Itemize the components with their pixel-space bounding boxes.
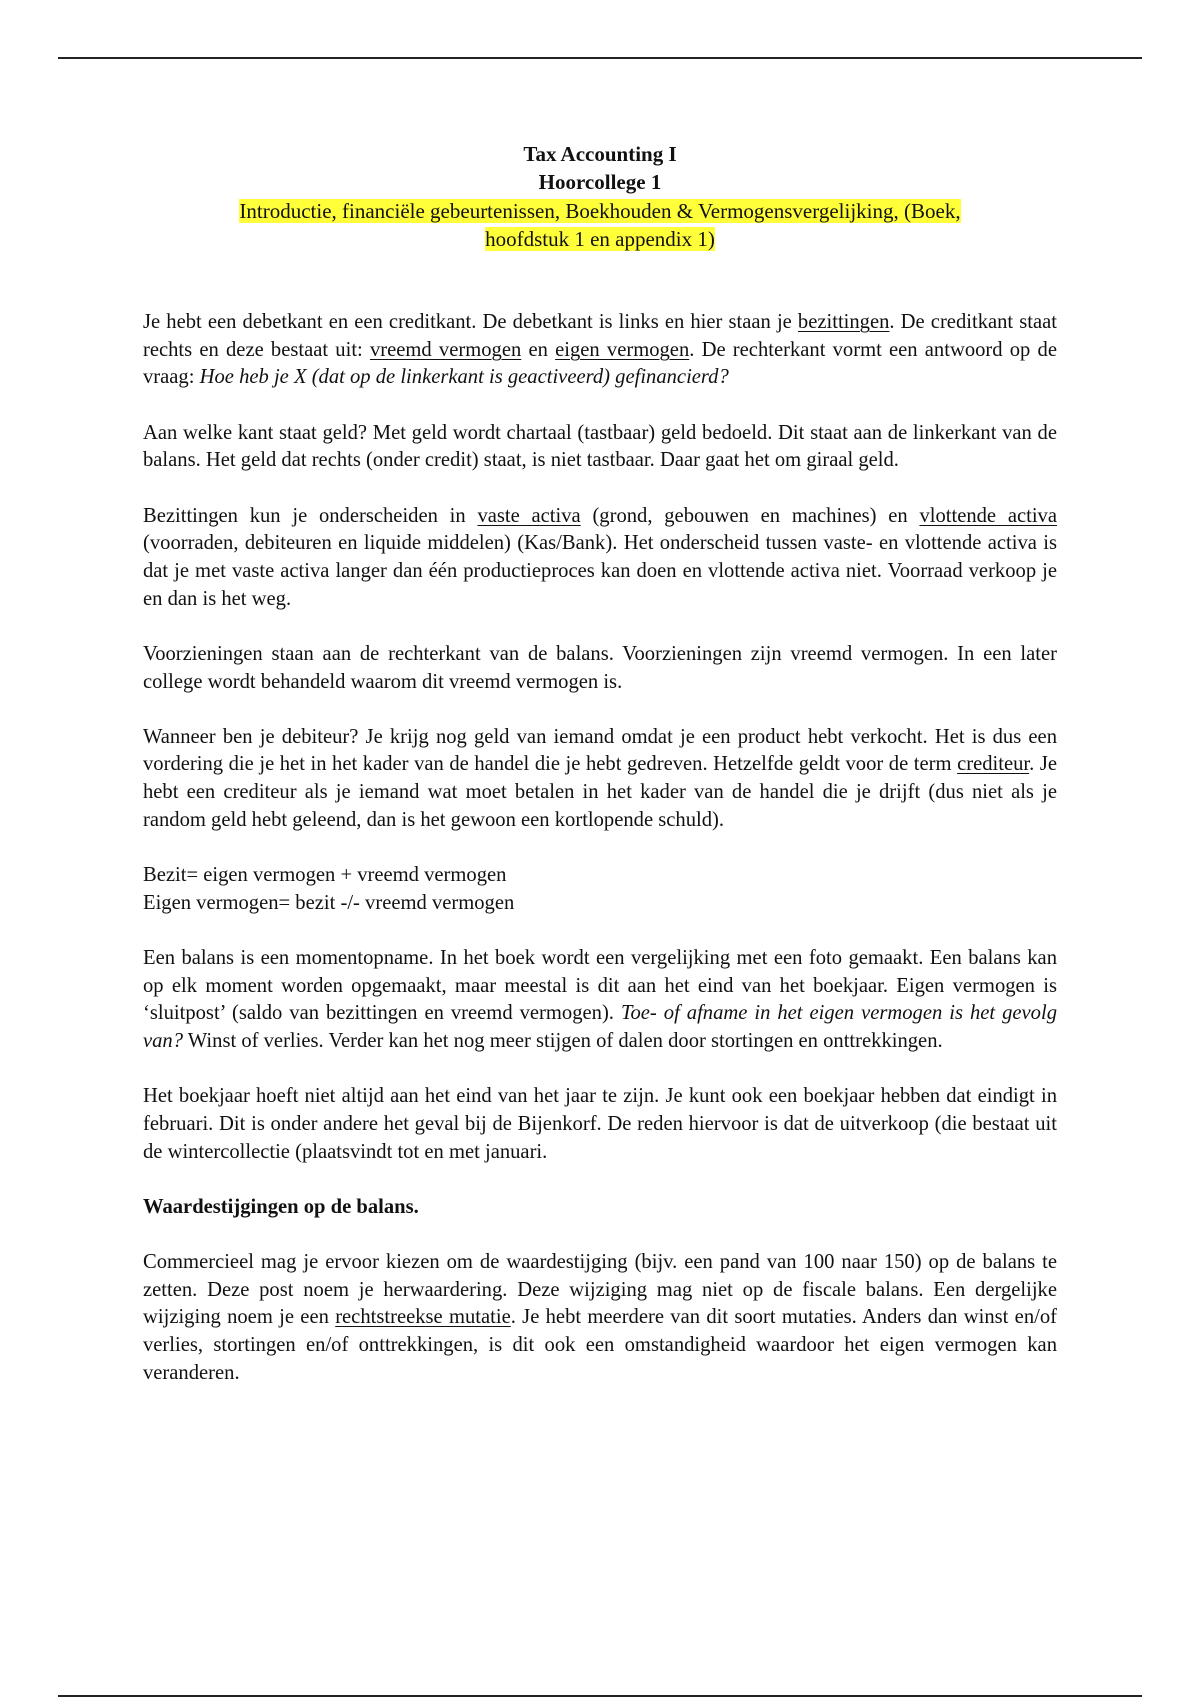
section-heading-waardestijgingen: Waardestijgingen op de balans. [143,1195,419,1218]
term-crediteur: crediteur [957,753,1030,776]
lecture-title: Hoorcollege 1 [538,170,662,194]
paragraph-boekjaar: Het boekjaar hoeft niet altijd aan het eind van het jaar te zijn. Je kunt ook een boekjaar hebben dat eindigt in februari. Dit is onder andere het geval bij de Bijenkorf. De reden hiervoor is dat de uitverkoop (die bestaat uit de wintercollectie (plaatsvindt tot en met januari. [143,1085,1057,1163]
paragraph-voorzieningen: Voorzieningen staan aan de rechterkant van de balans. Voorzieningen zijn vreemd vermogen. In een later college wordt behandeld waarom dit vreemd vermogen is. [143,642,1057,693]
question-toe-afname: Toe- of afname in het eigen vermogen is het gevolg van? [143,1002,1057,1053]
paragraph-debiteur: Wanneer ben je debiteur? Je krijg nog geld van iemand omdat je een product hebt verkocht. Het is dus een vordering die je het in het kader van de handel die je hebt gedreven. Hetzelfde geldt voor de term crediteur. Je hebt een crediteur als je iemand wat moet betalen in het kader van de handel die je drijft (dus niet als je random geld hebt geleend, dan is het gewoon een kortlopende schuld). [143,725,1058,831]
term-bezittingen: bezittingen [797,311,890,333]
paragraph-debet-credit: Je hebt een debetkant en een creditkant. De debetkant is links en hier staan je bezittingen. De creditkant staat rechts en deze bestaat uit: vreemd vermogen en eigen vermogen. De rechterkant vormt een antwoord op de vraag: Hoe heb je X (dat op de linkerkant is geactiveerd) gefinancierd? [143,311,1057,389]
subtitle-line-2: hoofdstuk 1 en appendix 1) [485,227,715,251]
paragraph-balans: Een balans is een momentopname. In het boek wordt een vergelijking met een foto gemaakt. Een balans kan op elk moment worden opgemaakt, maar meestal is dit aan het eind van het boekjaar. Eigen vermogen is ‘sluitpost’ (saldo van bezittingen en vreemd vermogen). Toe- of afname in het eigen vermogen is het gevolg van? Winst of verlies. Verder kan het nog meer stijgen of dalen door stortingen en onttrekkingen. [143,946,1057,1053]
paragraph-geld: Aan welke kant staat geld? Met geld wordt chartaal (tastbaar) geld bedoeld. Dit staat aan de linkerkant van de balans. Het geld dat rechts (onder credit) staat, is niet tastbaar. Daar gaat het om giraal geld. [143,421,1057,472]
term-eigen-vermogen: eigen vermogen [555,338,690,361]
subtitle [143,197,1057,253]
document-title: Tax Accounting I [523,142,677,166]
term-vaste-activa: vaste activa [477,504,581,527]
formula-bezit: Bezit= eigen vermogen + vreemd vermogen [143,864,507,887]
paragraph-bezittingen: Bezittingen kun je onderscheiden in vaste activa (grond, gebouwen en machines) en vlottende activa (voorraden, debiteuren en liquide middelen) (Kas/Bank). Het onderscheid tussen vaste- en vlottende activa is dat je met vaste activa langer dan één productieproces kan doen en vlottende activa niet. Voorraad verkoop je en dan is het weg. [143,504,1057,610]
formulas [143,862,1057,917]
bottom-rule [58,1695,1142,1697]
formula-eigen-vermogen: Eigen vermogen= bezit -/- vreemd vermogen [143,891,515,914]
paragraph-waardestijgingen: Commercieel mag je ervoor kiezen om de waardestijging (bijv. een pand van 100 naar 150) op de balans te zetten. Deze post noem je herwaardering. Deze wijziging mag niet op de fiscale balans. Een dergelijke wijziging noem je een rechtstreekse mutatie. Je hebt meerdere van dit soort mutaties. Anders dan winst en/of verlies, stortingen en/of onttrekkingen, is dit ook een omstandigheid waardoor het eigen vermogen kan veranderen. [143,1251,1057,1384]
question-financing: Hoe heb je X (dat op de linkerkant is geactiveerd) gefinancierd? [199,366,729,389]
document-header [143,140,1057,253]
top-rule [58,57,1142,59]
term-vreemd-vermogen: vreemd vermogen [369,338,522,361]
term-rechtstreekse-mutatie: rechtstreekse mutatie [335,1306,511,1329]
subtitle-line-1: Introductie, financiële gebeurtenissen, Boekhouden & Vermogensvergelijking, (Boek, [239,199,961,223]
term-vlottende-activa: vlottende activa [919,504,1057,527]
document-body [143,309,1057,1415]
